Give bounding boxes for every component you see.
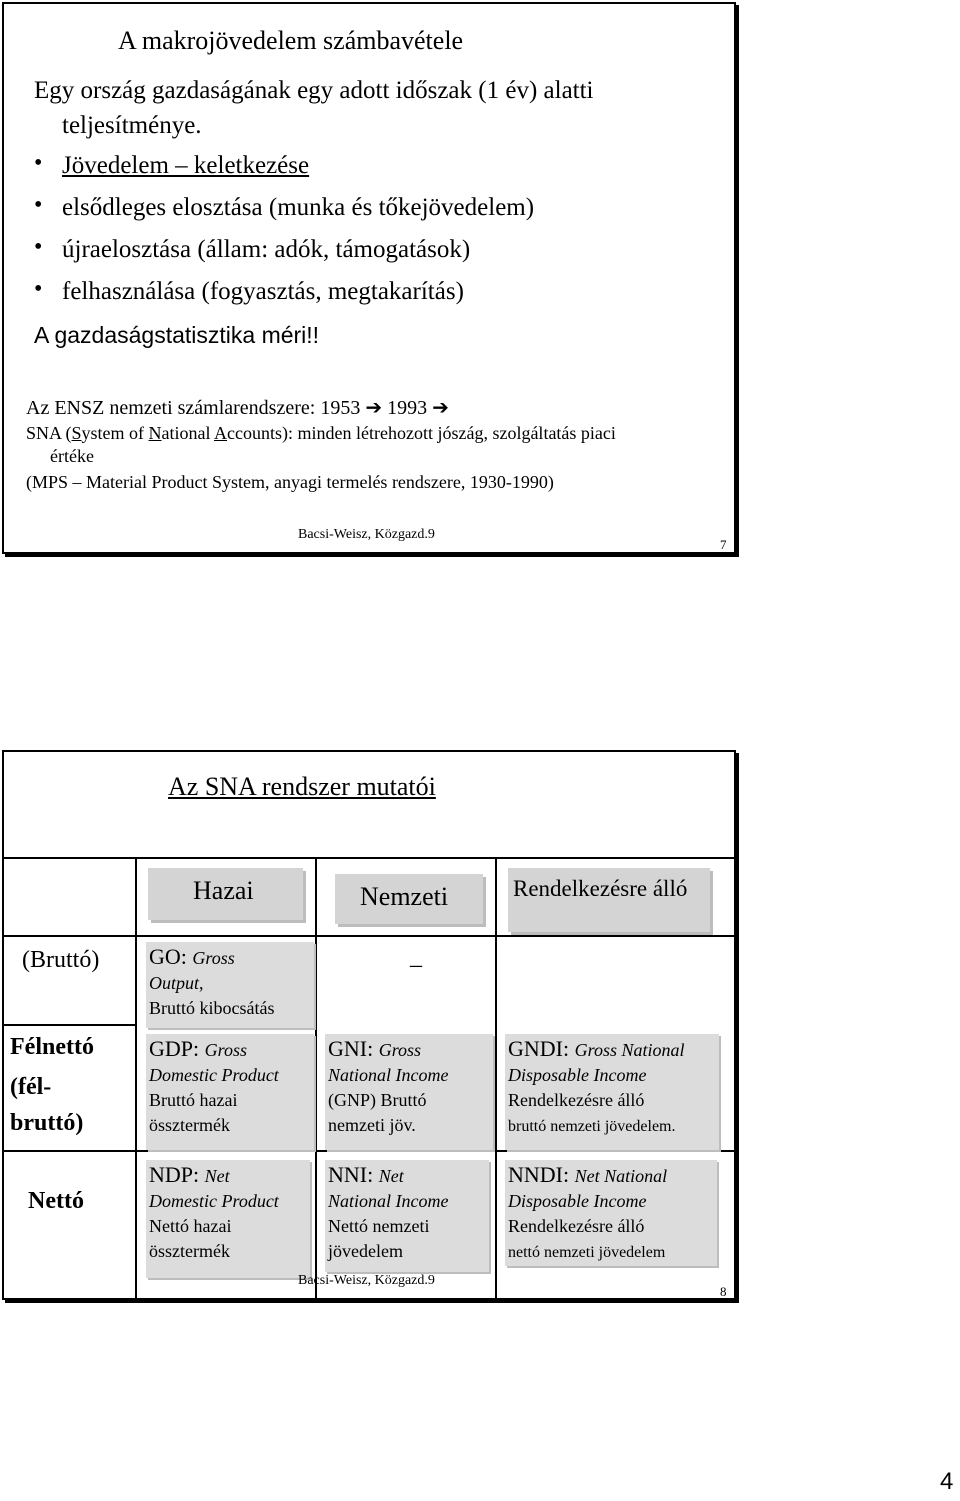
slide-1-title: A makrojövedelem számbavétele <box>118 26 464 55</box>
table-col-border <box>315 857 317 1298</box>
sna-prefix: SNA ( <box>26 423 72 443</box>
table-col-border <box>135 857 137 1298</box>
nemzeti-brutto-dash: – <box>410 952 422 978</box>
arrow-right-icon: ➔ <box>365 397 383 419</box>
nni-abbr: NNI: <box>328 1162 379 1187</box>
go-comma: , <box>199 973 204 993</box>
mps-line: (MPS – Material Product System, anyagi termelés rendszere, 1930-1990) <box>26 472 554 492</box>
ndp-hu2: össztermék <box>149 1241 230 1261</box>
gndi-hu1: Rendelkezésre álló <box>508 1090 645 1110</box>
sna-a: A <box>214 423 228 443</box>
table-top-border <box>2 857 734 859</box>
bullet-dot: • <box>34 150 43 176</box>
gdp-en1: Gross <box>204 1040 247 1060</box>
gndi-abbr: GNDI: <box>508 1036 575 1061</box>
cell-ndp <box>146 1160 310 1278</box>
cell-gni-text <box>328 1036 448 1138</box>
cell-nni-text <box>328 1162 448 1264</box>
cell-go <box>146 942 314 1028</box>
table-row-border <box>2 1150 734 1152</box>
ensz-text: Az ENSZ nemzeti számlarendszere: 1953 <box>26 397 361 419</box>
cell-gni <box>325 1034 493 1150</box>
table-col-border <box>495 857 497 1298</box>
intro-line-2: teljesítménye. <box>62 112 202 139</box>
ndp-en1: Net <box>204 1166 230 1186</box>
table-row-border <box>2 1024 135 1026</box>
slide-2-title-text: Az SNA rendszer mutatói <box>168 772 436 801</box>
header-rendelkezesre-label: Rendelkezésre álló <box>513 876 688 901</box>
row-label-felnetto-3: bruttó) <box>10 1110 84 1136</box>
bullet-dot: • <box>34 276 43 302</box>
gdp-en2: Domestic Product <box>149 1065 279 1085</box>
cell-ndp-text <box>149 1162 279 1264</box>
intro-line-1: Egy ország gazdaságának egy adott időszak (1 év) alatti <box>34 77 594 104</box>
slide-1-footer: Bacsi-Weisz, Közgazd.9 <box>298 527 435 542</box>
cell-nndi-text <box>508 1162 667 1265</box>
measure-line: A gazdaságstatisztika méri!! <box>34 322 320 348</box>
gni-en1: Gross <box>378 1040 422 1060</box>
ndp-hu1: Nettó hazai <box>149 1216 232 1236</box>
sna-ational: ational <box>161 423 215 443</box>
gni-hu1: (GNP) Bruttó <box>328 1090 427 1110</box>
bullet-dot: • <box>34 192 43 218</box>
table-header-border <box>2 935 734 937</box>
slide-2-footer: Bacsi-Weisz, Közgazd.9 <box>298 1273 435 1288</box>
nni-en2: National Income <box>328 1191 449 1211</box>
cell-gndi <box>505 1034 719 1150</box>
slide-2-title <box>168 772 436 802</box>
gni-en2: National Income <box>328 1065 449 1085</box>
nndi-en1: Net National <box>574 1166 668 1186</box>
nndi-abbr: NNDI: <box>508 1162 575 1187</box>
nndi-hu1: Rendelkezésre álló <box>508 1216 645 1236</box>
header-nemzeti <box>335 874 483 924</box>
sna-s: S <box>71 423 82 443</box>
gdp-abbr: GDP: <box>149 1036 205 1061</box>
go-abbr: GO: <box>149 944 193 969</box>
header-nemzeti-label: Nemzeti <box>360 882 449 911</box>
nni-hu2: jövedelem <box>328 1241 403 1261</box>
slide-1-page-number: 7 <box>720 537 727 552</box>
nni-hu1: Nettó nemzeti <box>328 1216 430 1236</box>
go-en1: Gross <box>192 948 235 968</box>
cell-nndi <box>505 1160 717 1266</box>
row-label-brutto: (Bruttó) <box>22 947 100 973</box>
nndi-hu2: nettó nemzeti jövedelem <box>508 1244 666 1261</box>
go-en2: Output <box>149 973 200 993</box>
sna-line <box>26 423 616 444</box>
slide-2-page-number: 8 <box>720 1284 727 1299</box>
go-hu: Bruttó kibocsátás <box>149 998 275 1018</box>
row-label-felnetto-2: (fél- <box>10 1074 52 1100</box>
ndp-abbr: NDP: <box>149 1162 205 1187</box>
gndi-hu2: bruttó nemzeti jövedelem. <box>508 1118 676 1135</box>
bullet-item: újraelosztása (állam: adók, támogatások) <box>62 236 471 263</box>
gdp-hu2: össztermék <box>149 1115 230 1135</box>
gni-hu2: nemzeti jöv. <box>328 1115 416 1135</box>
bullet-dot: • <box>34 234 43 260</box>
sna-ystem: ystem of <box>81 423 149 443</box>
bullet-item <box>62 152 309 180</box>
cell-gdp-text <box>149 1036 279 1138</box>
header-hazai <box>148 868 303 920</box>
gndi-en1: Gross National <box>574 1040 685 1060</box>
row-label-netto: Nettó <box>28 1188 84 1214</box>
sna-line-2: értéke <box>50 446 94 466</box>
gdp-hu1: Bruttó hazai <box>149 1090 238 1110</box>
document-page-number: 4 <box>940 1468 954 1495</box>
gni-abbr: GNI: <box>328 1036 379 1061</box>
nni-en1: Net <box>378 1166 404 1186</box>
sna-n: N <box>148 423 162 443</box>
header-rendelkezesre <box>508 868 710 932</box>
nndi-en2: Disposable Income <box>508 1191 647 1211</box>
ensz-line <box>26 395 449 420</box>
row-label-felnetto: Félnettó <box>10 1034 94 1060</box>
cell-gndi-text <box>508 1036 684 1139</box>
cell-gdp <box>146 1034 314 1150</box>
bullet-item-text: Jövedelem – keletkezése <box>62 152 310 179</box>
bullet-item: elsődleges elosztása (munka és tőkejövedelem) <box>62 194 535 221</box>
gndi-en2: Disposable Income <box>508 1065 647 1085</box>
cell-nni <box>325 1160 489 1272</box>
sna-rest: ccounts): minden létrehozott jószág, szolgáltatás piaci <box>227 423 616 443</box>
ensz-year: 1993 <box>387 397 428 419</box>
arrow-right-icon: ➔ <box>432 397 449 419</box>
cell-go-text <box>149 944 274 1021</box>
ndp-en2: Domestic Product <box>149 1191 279 1211</box>
header-hazai-label: Hazai <box>193 876 254 905</box>
bullet-item: felhasználása (fogyasztás, megtakarítás) <box>62 278 464 305</box>
